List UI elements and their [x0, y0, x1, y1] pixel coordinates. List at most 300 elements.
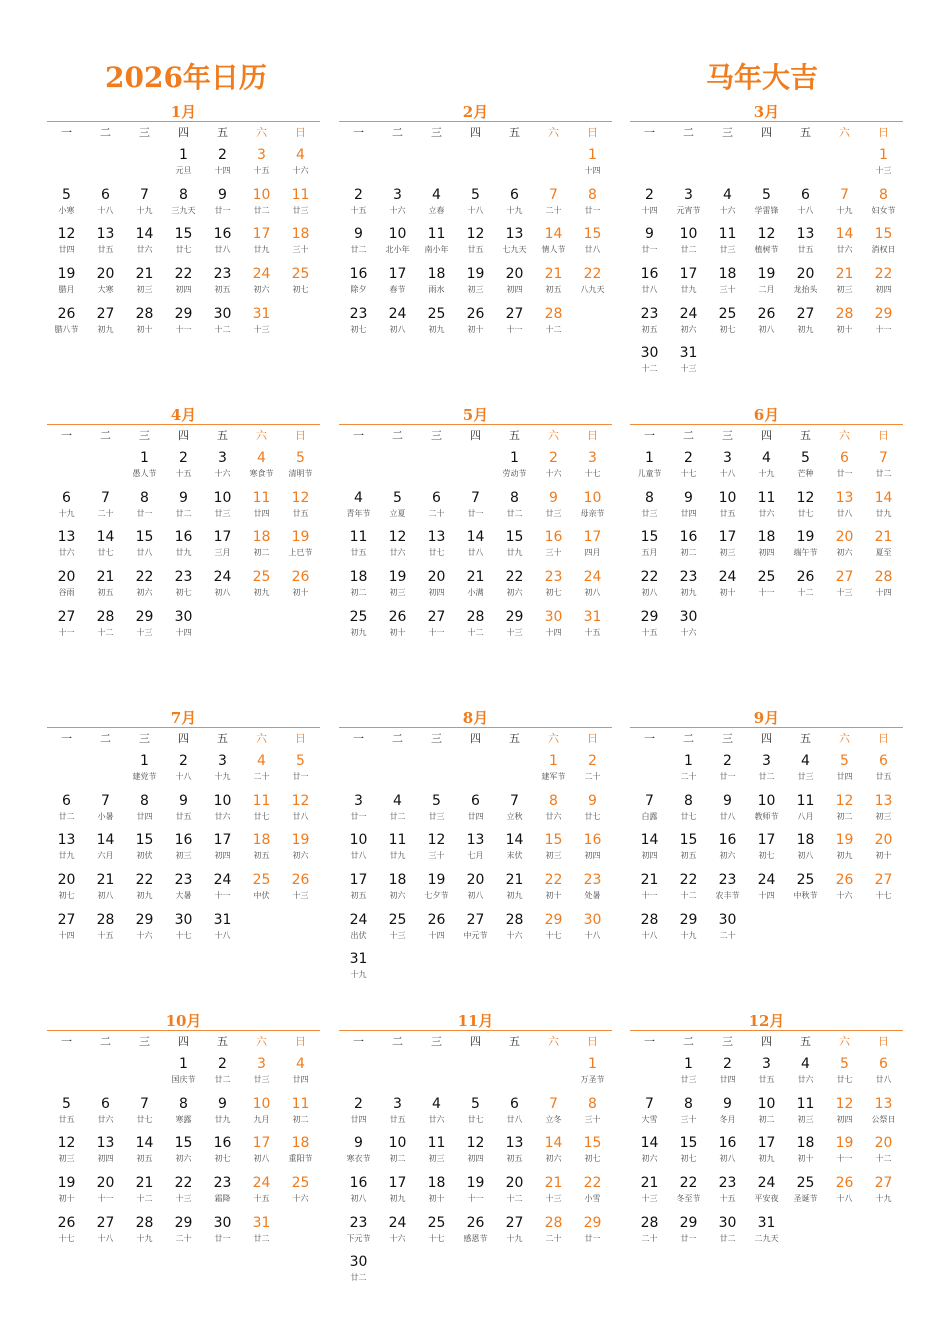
day-number: 9 [723, 792, 732, 809]
month-block [47, 1012, 320, 1253]
day-cell [417, 568, 456, 608]
day-number: 20 [96, 1175, 115, 1192]
day-cell [573, 1134, 612, 1174]
lunar-label: 末伏 [506, 851, 523, 861]
day-number: 30 [213, 305, 232, 322]
lunar-label: 初七 [680, 1154, 697, 1164]
day-number: 16 [349, 266, 368, 283]
lunar-label: 十二 [136, 1194, 153, 1204]
day-number: 23 [349, 305, 368, 322]
lunar-label: 廿三 [719, 245, 736, 255]
day-cell [825, 305, 864, 345]
day-number: 8 [140, 792, 149, 809]
day-cell [125, 225, 164, 265]
day-number: 31 [583, 608, 602, 625]
day-number: 1 [879, 147, 888, 163]
day-number: 10 [349, 832, 368, 849]
day-grid [630, 1055, 903, 1253]
day-cell [747, 186, 786, 226]
lunar-label: 情人节 [541, 245, 566, 255]
day-number: 28 [505, 911, 524, 928]
day-cell [242, 1214, 281, 1254]
lunar-label: 廿九 [680, 285, 697, 295]
lunar-label: 初七 [175, 588, 192, 598]
weekday-label: 六 [256, 1035, 267, 1048]
day-number: 12 [466, 226, 485, 243]
lunar-label: 消权日 [871, 245, 896, 255]
day-number: 4 [432, 186, 441, 203]
lunar-label: 建军节 [541, 772, 566, 781]
day-number: 12 [291, 489, 310, 506]
lunar-label: 十二 [214, 324, 231, 334]
lunar-label: 霜降 [214, 1194, 231, 1204]
day-number: 1 [549, 753, 558, 769]
day-number: 26 [466, 305, 485, 322]
lunar-label: 十六 [545, 469, 562, 478]
lunar-label: 廿七 [467, 1114, 484, 1124]
lunar-label: 初十 [292, 588, 309, 598]
day-cell [747, 1214, 786, 1254]
day-number: 17 [213, 832, 232, 849]
day-cell [708, 831, 747, 871]
weekday-label: 六 [839, 732, 850, 745]
lunar-label: 十八 [641, 930, 658, 940]
month-block [47, 406, 320, 647]
day-cell [203, 265, 242, 305]
day-number: 13 [96, 1135, 115, 1152]
lunar-label: 廿一 [136, 508, 153, 518]
day-number: 9 [179, 489, 188, 506]
day-number: 1 [588, 1056, 597, 1072]
day-cell [495, 608, 534, 648]
lunar-label: 腊八节 [54, 324, 79, 334]
day-cell [825, 1134, 864, 1174]
day-cell [786, 752, 825, 792]
day-cell [708, 568, 747, 608]
lunar-label: 廿二 [350, 245, 367, 255]
empty-cell [125, 1055, 164, 1095]
day-cell [203, 489, 242, 529]
day-cell [573, 1055, 612, 1095]
day-number: 27 [796, 305, 815, 322]
weekday-label: 二 [683, 429, 694, 442]
lunar-label: 十三 [836, 588, 853, 598]
empty-cell [86, 752, 125, 792]
lunar-label: 初八 [214, 588, 231, 598]
day-number: 1 [510, 450, 519, 466]
day-cell [630, 449, 669, 489]
day-cell [708, 752, 747, 792]
day-number: 22 [679, 1175, 698, 1192]
day-cell [747, 305, 786, 345]
day-cell [417, 1214, 456, 1254]
weekday-label: 二 [683, 126, 694, 139]
lunar-label: 寒食节 [249, 469, 274, 478]
day-number: 19 [796, 529, 815, 546]
day-cell [456, 1095, 495, 1135]
lunar-label: 十三 [506, 627, 523, 637]
weekday-label: 一 [353, 126, 364, 139]
lunar-label: 初二 [680, 548, 697, 558]
lunar-label: 廿五 [175, 811, 192, 821]
empty-cell [825, 146, 864, 186]
weekday-label: 三 [139, 732, 150, 745]
lunar-label: 初十 [545, 891, 562, 901]
lunar-label: 廿八 [350, 851, 367, 861]
day-number: 21 [96, 872, 115, 889]
day-number: 23 [640, 305, 659, 322]
lunar-label: 感恩节 [463, 1233, 488, 1243]
day-cell [242, 265, 281, 305]
day-cell [669, 305, 708, 345]
day-cell [573, 1214, 612, 1254]
lunar-label: 廿八 [875, 1075, 892, 1084]
lunar-label: 廿二 [680, 245, 697, 255]
day-number: 21 [135, 1175, 154, 1192]
day-number: 19 [466, 266, 485, 283]
lunar-label: 冬至节 [676, 1194, 701, 1204]
day-cell [47, 1134, 86, 1174]
day-number: 4 [354, 489, 363, 506]
day-cell [125, 792, 164, 832]
weekday-label: 五 [217, 732, 228, 745]
weekday-label: 五 [800, 1035, 811, 1048]
day-cell [825, 831, 864, 871]
day-number: 30 [544, 608, 563, 625]
day-number: 22 [174, 266, 193, 283]
day-number: 7 [140, 186, 149, 203]
lunar-label: 初十 [875, 851, 892, 861]
day-number: 3 [218, 753, 227, 769]
lunar-label: 十五 [350, 205, 367, 215]
day-number: 27 [57, 911, 76, 928]
month-name: 2月 [462, 103, 489, 121]
day-number: 24 [252, 1175, 271, 1192]
day-number: 15 [679, 832, 698, 849]
day-cell [203, 1055, 242, 1095]
lunar-label: 初十 [719, 588, 736, 598]
lunar-label: 廿六 [758, 508, 775, 518]
lunar-label: 十一 [758, 588, 775, 598]
day-cell [708, 528, 747, 568]
day-number: 5 [471, 186, 480, 203]
day-number: 7 [101, 489, 110, 506]
day-cell [825, 871, 864, 911]
day-number: 18 [718, 266, 737, 283]
day-number: 7 [549, 186, 558, 203]
day-cell [864, 146, 903, 186]
lunar-label: 初二 [836, 811, 853, 821]
day-number: 7 [510, 792, 519, 809]
day-cell [708, 911, 747, 951]
lunar-label: 初六 [389, 891, 406, 901]
day-number: 23 [718, 1175, 737, 1192]
weekday-label: 一 [644, 732, 655, 745]
weekday-header [339, 728, 612, 748]
lunar-label: 十五 [253, 1194, 270, 1204]
weekday-header [47, 1031, 320, 1051]
day-number: 26 [427, 911, 446, 928]
day-number: 2 [723, 753, 732, 769]
day-number: 23 [583, 872, 602, 889]
day-number: 19 [388, 569, 407, 586]
day-number: 20 [874, 1135, 893, 1152]
day-cell [86, 265, 125, 305]
day-cell [534, 305, 573, 345]
weekday-label: 日 [587, 429, 598, 442]
lunar-label: 初三 [797, 1114, 814, 1124]
lunar-label: 初七 [214, 1154, 231, 1164]
lunar-label: 中元节 [463, 930, 488, 940]
day-cell [86, 225, 125, 265]
weekday-label: 日 [295, 1035, 306, 1048]
day-cell [864, 528, 903, 568]
day-number: 1 [684, 1056, 693, 1072]
weekday-label: 一 [61, 126, 72, 139]
day-number: 31 [349, 951, 368, 968]
day-cell [47, 1095, 86, 1135]
day-cell [495, 225, 534, 265]
month-name: 5月 [462, 406, 489, 424]
lunar-label: 十二 [467, 627, 484, 637]
lunar-label: 雨水 [428, 285, 445, 295]
day-number: 26 [466, 1214, 485, 1231]
day-number: 14 [96, 832, 115, 849]
day-number: 10 [388, 226, 407, 243]
day-cell [203, 871, 242, 911]
day-cell [573, 1174, 612, 1214]
empty-cell [669, 146, 708, 186]
day-number: 8 [684, 1095, 693, 1112]
weekday-label: 五 [800, 429, 811, 442]
weekday-header [630, 1031, 903, 1051]
lunar-label: 十六 [680, 627, 697, 637]
day-cell [164, 186, 203, 226]
weekday-label: 五 [509, 429, 520, 442]
day-cell [630, 305, 669, 345]
day-cell [534, 831, 573, 871]
day-number: 26 [757, 305, 776, 322]
lunar-label: 十二 [680, 891, 697, 901]
day-cell [573, 449, 612, 489]
lunar-label: 立夏 [389, 508, 406, 518]
lunar-label: 十二 [875, 1154, 892, 1164]
day-number: 15 [583, 1135, 602, 1152]
day-number: 11 [796, 792, 815, 809]
weekday-header [630, 728, 903, 748]
day-cell [573, 911, 612, 951]
day-cell [534, 1214, 573, 1254]
day-number: 18 [252, 832, 271, 849]
lunar-label: 十九 [136, 205, 153, 215]
lunar-label: 初五 [253, 851, 270, 861]
day-number: 31 [679, 345, 698, 362]
day-cell [495, 871, 534, 911]
day-cell [86, 911, 125, 951]
day-number: 15 [135, 529, 154, 546]
lunar-label: 植树节 [754, 245, 779, 255]
lunar-label: 廿四 [58, 245, 75, 255]
day-number: 8 [588, 1095, 597, 1112]
day-cell [125, 568, 164, 608]
day-cell [864, 265, 903, 305]
weekday-label: 三 [431, 1035, 442, 1048]
day-cell [242, 449, 281, 489]
day-cell [825, 225, 864, 265]
day-cell [786, 831, 825, 871]
lunar-label: 七九天 [502, 245, 527, 255]
lunar-label: 端午节 [793, 548, 818, 558]
lunar-label: 初十 [467, 324, 484, 334]
day-cell [864, 449, 903, 489]
empty-cell [378, 752, 417, 792]
lunar-label: 廿九 [214, 1114, 231, 1124]
lunar-label: 廿一 [584, 205, 601, 215]
day-number: 3 [257, 147, 266, 163]
lunar-label: 廿九 [389, 851, 406, 861]
day-number: 12 [57, 226, 76, 243]
lunar-label: 初三 [428, 1154, 445, 1164]
day-number: 11 [291, 186, 310, 203]
lunar-label: 十九 [350, 970, 367, 980]
day-cell [669, 568, 708, 608]
day-number: 17 [388, 1175, 407, 1192]
weekday-label: 三 [431, 429, 442, 442]
day-cell [203, 1174, 242, 1214]
day-cell [339, 1253, 378, 1293]
weekday-label: 四 [761, 1035, 772, 1048]
weekday-header [47, 122, 320, 142]
weekday-label: 三 [431, 126, 442, 139]
empty-cell [339, 1055, 378, 1095]
lunar-label: 廿二 [253, 1233, 270, 1243]
weekday-label: 五 [217, 1035, 228, 1048]
day-number: 13 [427, 529, 446, 546]
day-cell [125, 1214, 164, 1254]
day-cell [164, 792, 203, 832]
day-number: 11 [796, 1095, 815, 1112]
empty-cell [630, 1055, 669, 1095]
day-number: 16 [174, 529, 193, 546]
day-grid [47, 449, 320, 647]
day-number: 15 [174, 1135, 193, 1152]
day-number: 24 [718, 569, 737, 586]
lunar-label: 白露 [641, 811, 658, 821]
lunar-label: 初二 [758, 1114, 775, 1124]
lunar-label: 初六 [175, 1154, 192, 1164]
lunar-label: 廿一 [292, 772, 309, 781]
day-cell [125, 911, 164, 951]
day-cell [203, 449, 242, 489]
day-number: 8 [879, 186, 888, 203]
day-number: 29 [505, 608, 524, 625]
day-cell [417, 265, 456, 305]
lunar-label: 廿七 [175, 245, 192, 255]
lunar-label: 廿七 [584, 811, 601, 821]
day-number: 10 [757, 792, 776, 809]
weekday-label: 日 [878, 1035, 889, 1048]
lunar-label: 三十 [584, 1114, 601, 1124]
day-cell [378, 911, 417, 951]
month-name: 11月 [457, 1012, 494, 1030]
day-number: 7 [645, 1095, 654, 1112]
empty-cell [339, 449, 378, 489]
day-cell [708, 489, 747, 529]
empty-cell [47, 146, 86, 186]
month-block [339, 1012, 612, 1293]
lunar-label: 圣诞节 [793, 1194, 818, 1204]
lunar-label: 十九 [836, 205, 853, 215]
day-cell [203, 568, 242, 608]
day-number: 8 [549, 792, 558, 809]
day-number: 5 [762, 186, 771, 203]
day-cell [339, 792, 378, 832]
day-number: 29 [174, 1214, 193, 1231]
lunar-label: 初五 [641, 324, 658, 334]
lunar-label: 初三 [136, 285, 153, 295]
day-number: 10 [213, 792, 232, 809]
lunar-label: 十七 [680, 469, 697, 478]
lunar-label: 寒衣节 [346, 1154, 371, 1164]
day-number: 15 [679, 1135, 698, 1152]
day-number: 8 [645, 489, 654, 506]
day-cell [534, 528, 573, 568]
lunar-label: 廿五 [58, 1114, 75, 1124]
day-cell [573, 792, 612, 832]
day-number: 6 [432, 489, 441, 506]
day-cell [203, 225, 242, 265]
day-number: 7 [140, 1095, 149, 1112]
empty-cell [417, 752, 456, 792]
day-number: 4 [257, 753, 266, 769]
lunar-label: 廿六 [58, 548, 75, 558]
day-cell [456, 489, 495, 529]
weekday-label: 四 [761, 126, 772, 139]
weekday-label: 四 [761, 732, 772, 745]
day-cell [534, 225, 573, 265]
lunar-label: 初三 [875, 811, 892, 821]
day-number: 25 [388, 911, 407, 928]
lunar-label: 十三 [641, 1194, 658, 1204]
day-number: 14 [505, 832, 524, 849]
day-cell [164, 449, 203, 489]
weekday-label: 四 [470, 126, 481, 139]
lunar-label: 廿一 [719, 772, 736, 781]
day-number: 12 [796, 489, 815, 506]
day-cell [164, 146, 203, 186]
lunar-label: 十一 [467, 1194, 484, 1204]
day-cell [708, 265, 747, 305]
day-cell [495, 792, 534, 832]
day-cell [864, 489, 903, 529]
lunar-label: 廿五 [758, 1075, 775, 1084]
lunar-label: 初七 [719, 324, 736, 334]
day-number: 22 [583, 266, 602, 283]
day-cell [86, 186, 125, 226]
day-number: 30 [583, 911, 602, 928]
lunar-label: 三十 [292, 245, 309, 255]
day-cell [573, 752, 612, 792]
lunar-label: 十六 [836, 891, 853, 901]
day-cell [864, 1055, 903, 1095]
lunar-label: 十四 [175, 627, 192, 637]
lunar-label: 初六 [641, 1154, 658, 1164]
lunar-label: 十八 [97, 1233, 114, 1243]
day-cell [669, 608, 708, 648]
lunar-label: 出伏 [350, 930, 367, 940]
weekday-label: 日 [587, 1035, 598, 1048]
day-cell [242, 871, 281, 911]
